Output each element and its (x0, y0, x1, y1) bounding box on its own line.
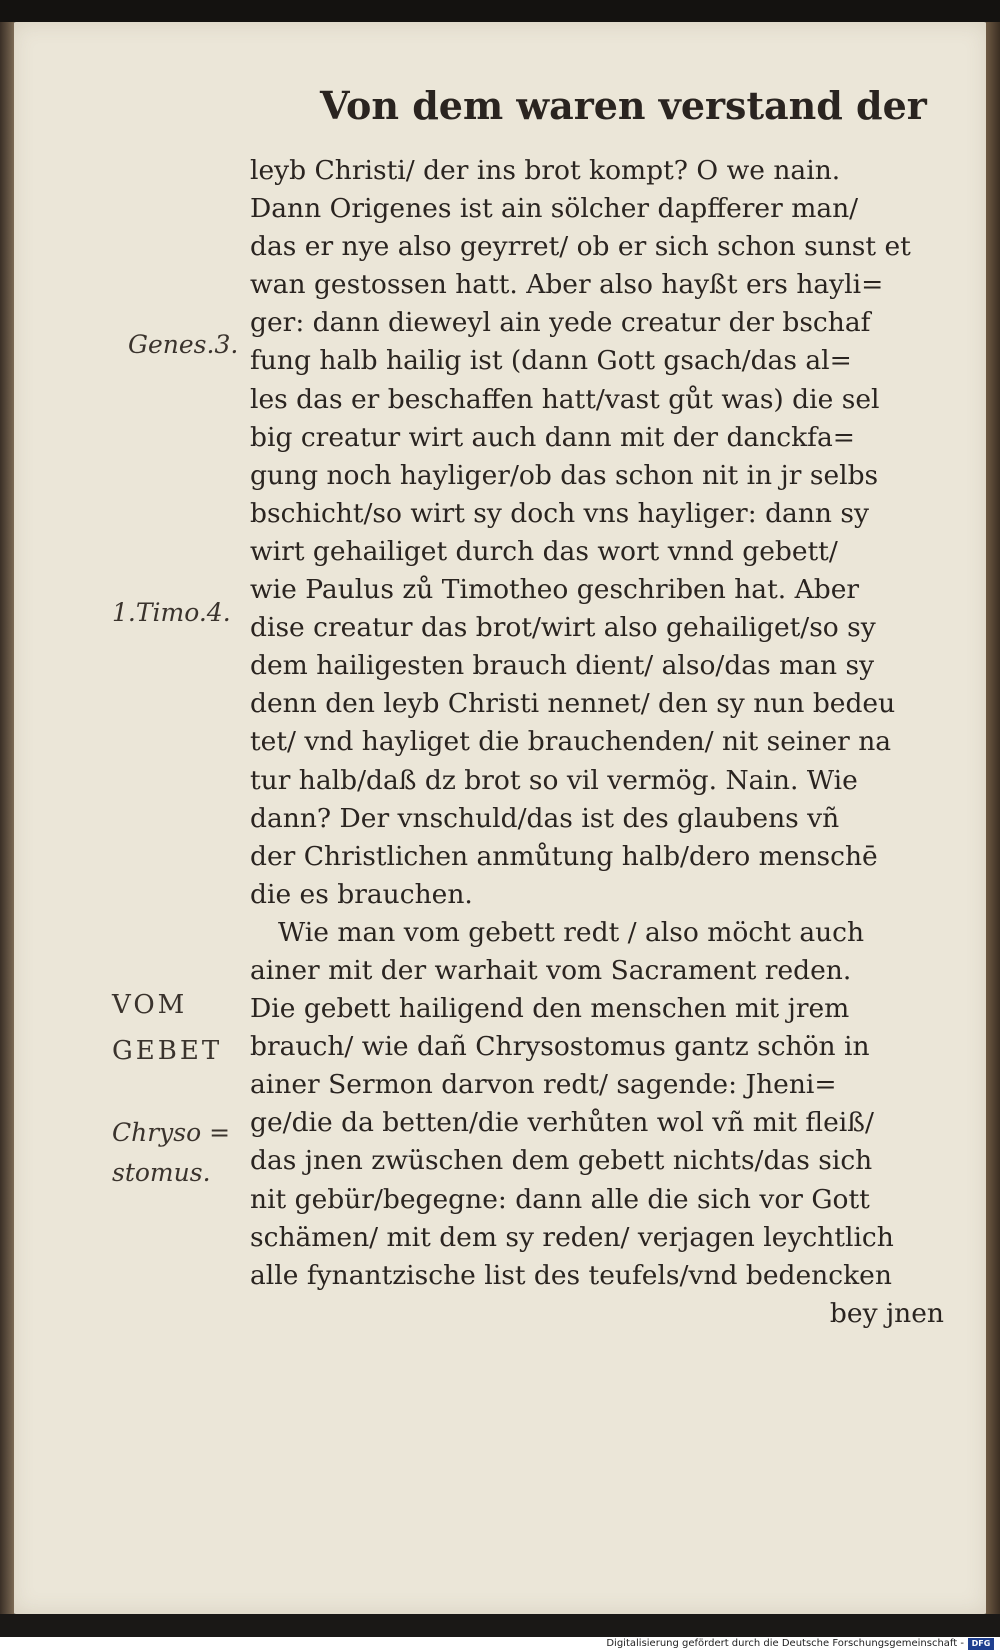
margin-note-genes: Genes.3. (128, 330, 239, 359)
margin-note-chryso: Chryso = (112, 1118, 231, 1147)
text-line: wirt gehailiget durch das wort vnnd gebett/ (250, 535, 838, 567)
dfg-logo: DFG (968, 1638, 994, 1650)
text-line: alle fynantzische list des teufels/vnd bedencken (250, 1259, 892, 1291)
page-right-edge (986, 22, 1000, 1614)
text-line: big creatur wirt auch dann mit der danckfa= (250, 421, 855, 453)
page-left-edge (0, 22, 14, 1614)
text-line: gung noch hayliger/ob das schon nit in jr selbs (250, 459, 879, 491)
text-line: das er nye also geyrret/ ob er sich schon sunst et (250, 231, 911, 263)
text-line: die es brauchen. (250, 878, 473, 910)
text-line: wie Paulus zů Timotheo geschriben hat. Aber (250, 574, 860, 606)
text-line: dann? Der vnschuld/das ist des glaubens vñ (250, 802, 840, 834)
margin-note-stomus: stomus. (112, 1158, 211, 1187)
scan-top-border (0, 0, 1000, 22)
text-line: ainer Sermon darvon redt/ sagende: Jheni= (250, 1069, 837, 1101)
text-line: ge/die da betten/die verhůten wol vñ mit fleiß/ (250, 1107, 874, 1139)
text-line: Die gebett hailigend den menschen mit jrem (250, 993, 850, 1025)
text-line: fung halb hailig ist (dann Gott gsach/das al= (250, 345, 852, 377)
paragraph-first-line: Wie man vom gebett redt / also möcht auch (278, 916, 865, 948)
text-line: leyb Christi/ der ins brot kompt? O we nain. (250, 155, 841, 186)
text-line: wan gestossen hatt. Aber also hayßt ers hayli= (250, 269, 884, 301)
text-line: dem hailigesten brauch dient/ also/das man sy (250, 650, 875, 682)
text-line: Dann Origenes ist ain sölcher dapfferer man/ (250, 193, 859, 225)
text-line: nit gebür/begegne: dann alle die sich vor Gott (250, 1183, 870, 1215)
digitization-footer (0, 1637, 1000, 1651)
margin-note-timo: 1.Timo.4. (112, 598, 231, 627)
text-line: dise creatur das brot/wirt also gehailiget/so sy (250, 612, 876, 644)
margin-note-gebet: GEBET (112, 1036, 223, 1066)
funding-credit: Digitalisierung gefördert durch die Deutsche Forschungsgemeinschaft - (606, 1638, 964, 1649)
text-line: tet/ vnd hayliget die brauchenden/ nit seiner na (250, 726, 892, 758)
catchword: bey jnen (829, 1297, 944, 1329)
main-text-block (250, 152, 950, 1333)
text-line: ger: dann dieweyl ain yede creatur der bschaf (250, 307, 871, 339)
text-line: bschicht/so wirt sy doch vns hayliger: dann sy (250, 497, 869, 529)
text-line: schämen/ mit dem sy reden/ verjagen leychtlich (250, 1221, 894, 1253)
text-line: les das er beschaffen hatt/vast gůt was) die sel (250, 383, 880, 415)
running-header: Von dem waren verstand der (320, 83, 927, 128)
text-line: das jnen zwüschen dem gebett nichts/das sich (250, 1145, 873, 1177)
text-line: der Christlichen anmůtung halb/dero menschē (250, 840, 878, 872)
scan-bottom-border (0, 1614, 1000, 1637)
text-line: tur halb/daß dz brot so vil vermög. Nain. Wie (250, 764, 858, 796)
text-line: denn den leyb Christi nennet/ den sy nun bedeu (250, 688, 896, 720)
text-line: brauch/ wie dañ Chrysostomus gantz schön in (250, 1031, 870, 1063)
margin-note-vom: VOM (112, 990, 188, 1020)
text-line: ainer mit der warhait vom Sacrament reden. (250, 954, 852, 986)
